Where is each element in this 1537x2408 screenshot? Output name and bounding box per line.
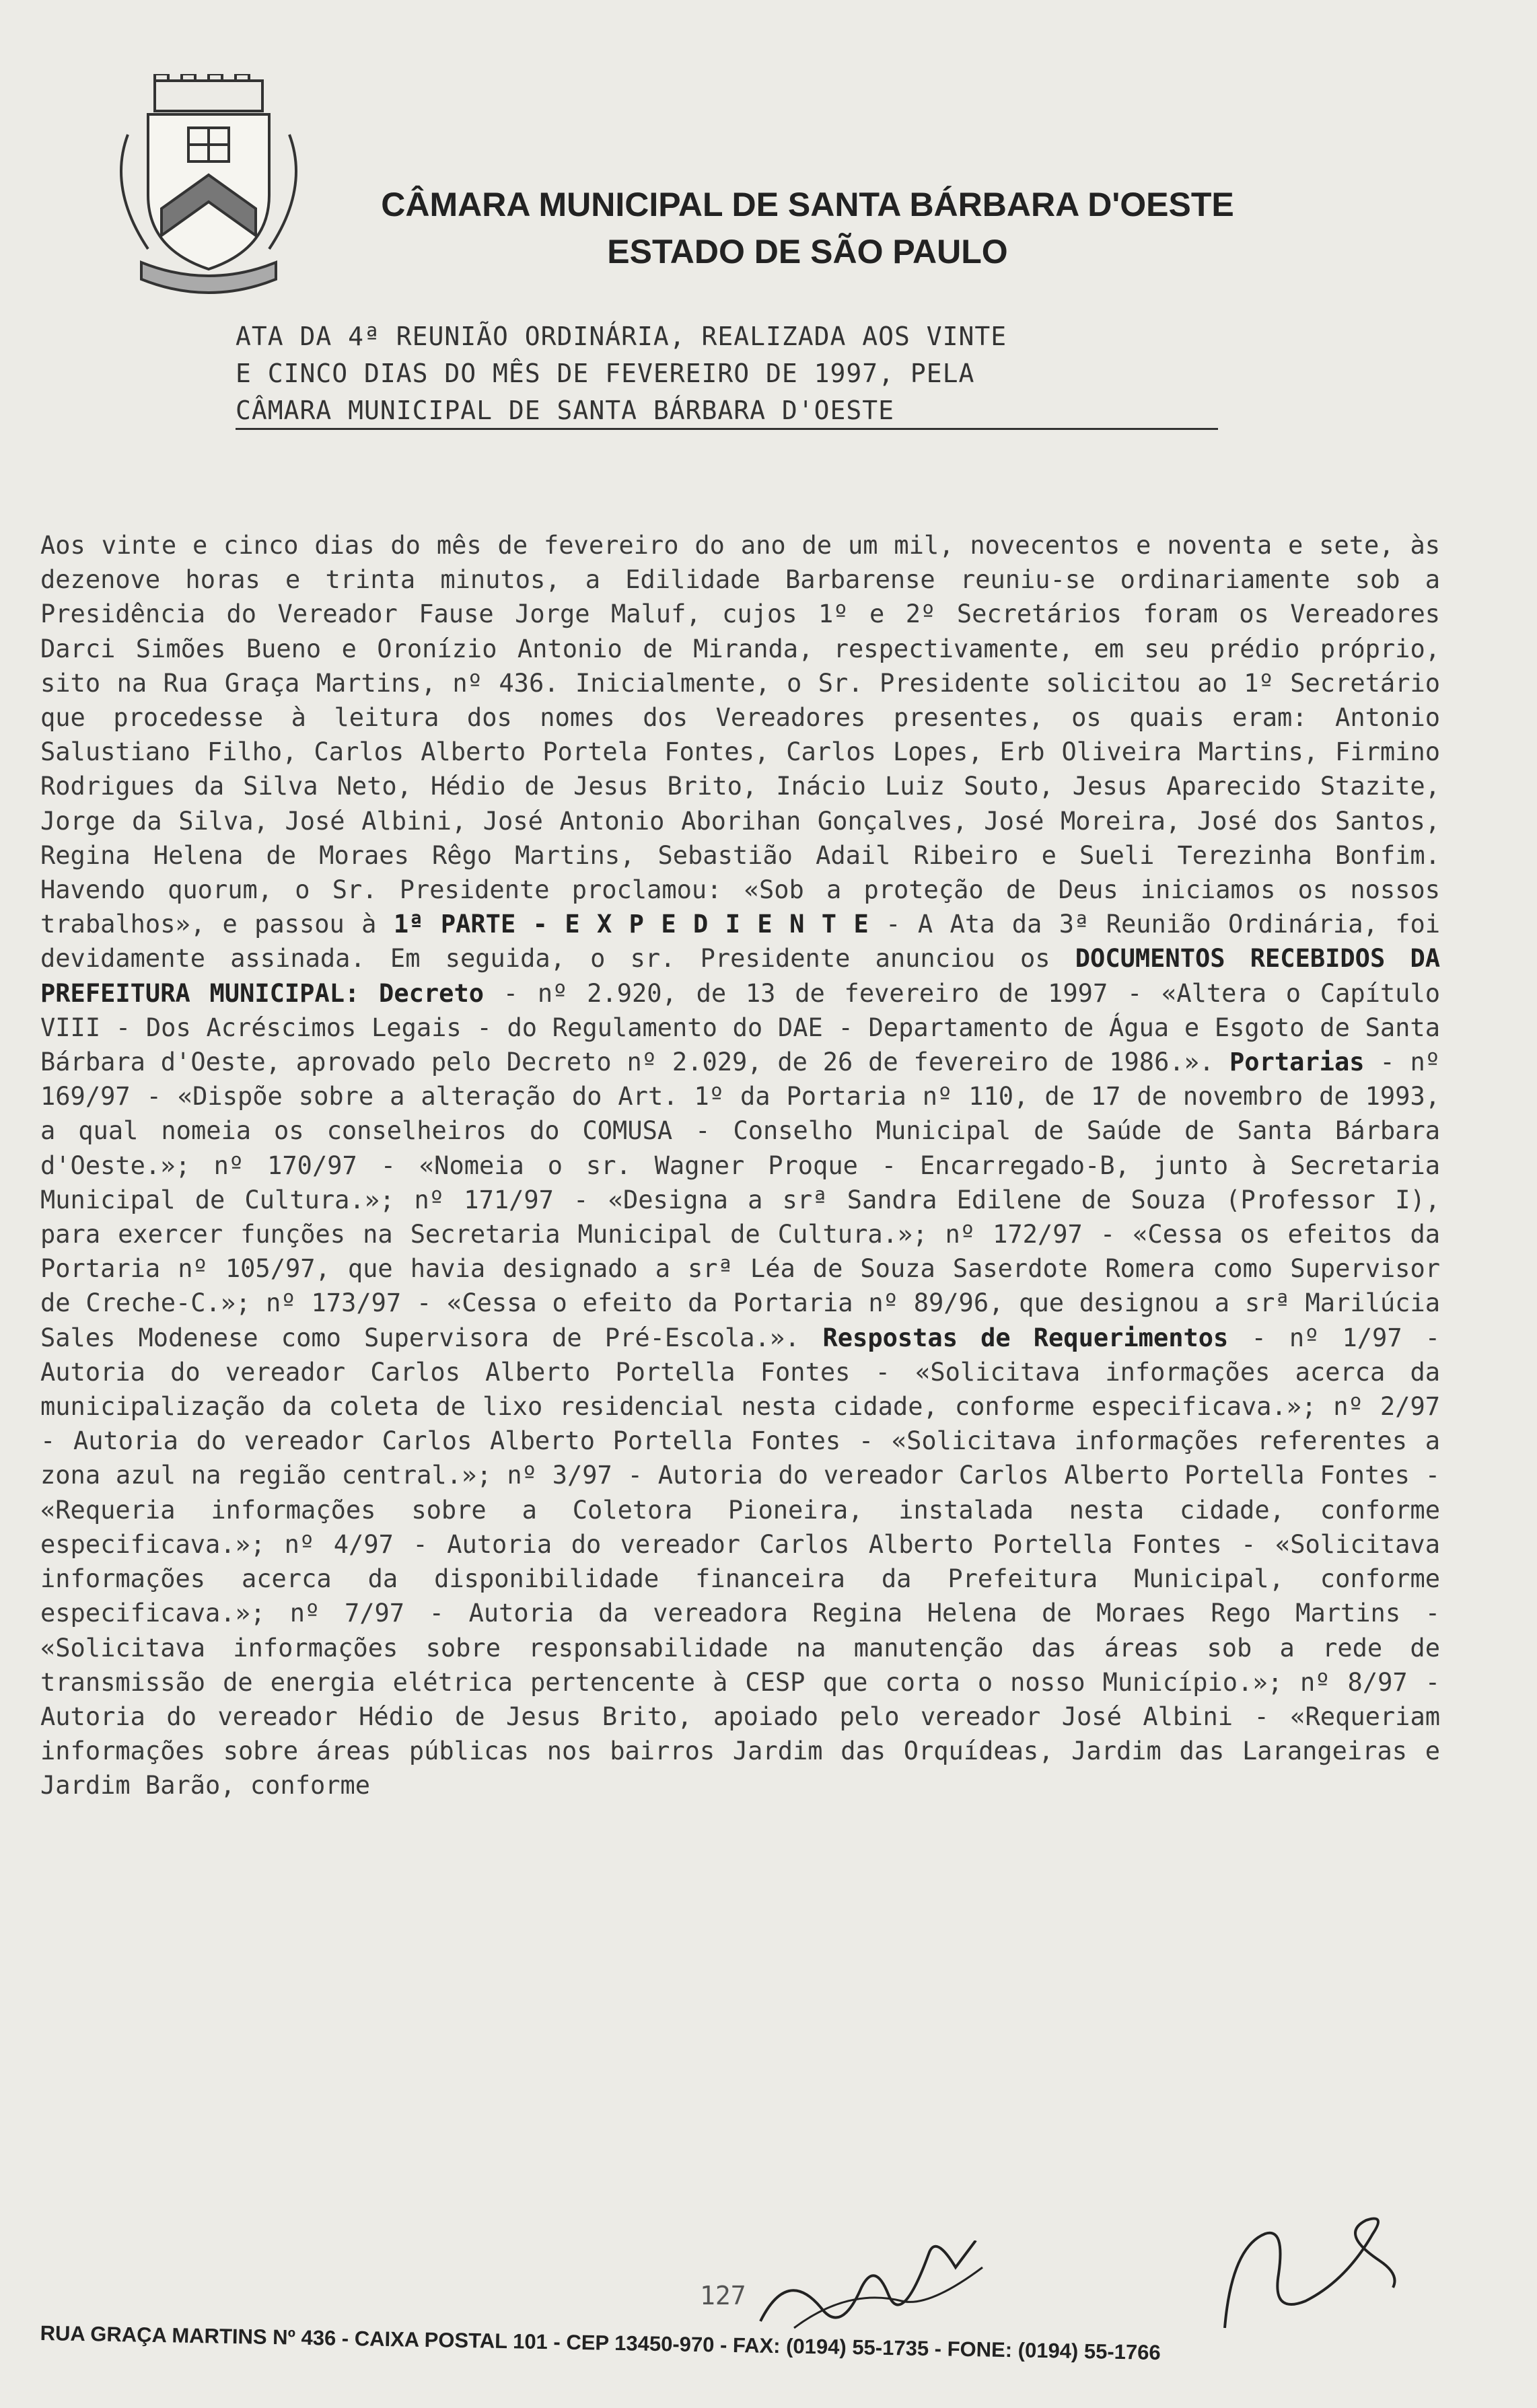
requirements-text: - nº 1/97 - Autoria do vereador Carlos Alberto Portella Fontes - «Solicitava informações acerca da municipalização da coleta de lixo residencial nesta cidade, conforme especificava.»; nº 2/97 - Autoria do vereador Carlos Alberto Portella Fontes - «Solicitava informações referentes a zona azul na região central.»; nº 3/97 - Autoria do vereador Carlos Alberto Portella Fontes - «Requeria informações sobre a Coletora Pioneira, instalada nesta cidade, conforme especificava.»; nº 4/97 - Autoria do vereador Carlos Alberto Portella Fontes - «Solicitava informações acerca da disponibilidade financeira da Prefeitura Municipal, conforme especificava.»; nº 7/97 - Autoria da vereadora Regina Helena de Moraes Rego Martins - «Solicitava informações sobre responsabilidade na manutenção das áreas sob a rede de transmissão de energia elétrica pertencente à CESP que corta o nosso Município.»; nº 8/97 - Autoria do vereador Hédio de Jesus Brito, apoiado pelo vereador José Albini - «Requeriam informações sobre áreas públicas nos bairros Jardim das Orquídeas, Jardim das Larangeiras e Jardim Barão, conforme — [40, 1323, 1440, 1800]
decree-text: - nº 2.920, de 13 de fevereiro de 1997 - «Altera o Capítulo VIII - Dos Acréscimos Legais - do Regulamento do DAE - Departamento de Água e Esgoto de Santa Bárbara d'Oeste, aprovado pelo Decreto nº 2.029, de 26 de fevereiro de 1986.». — [40, 978, 1440, 1077]
municipal-coat-of-arms — [101, 74, 316, 316]
minutes-title-line-3: CÂMARA MUNICIPAL DE SANTA BÁRBARA D'OESTE — [236, 396, 1218, 430]
opening-paragraph: Aos vinte e cinco dias do mês de fevereiro do ano de um mil, novecentos e noventa e sete, às dezenove horas e trinta minutos, a Edilidade Barbarense reuniu-se ordinariamente sob a Presidência do Vereador Fause Jorge Maluf, cujos 1º e 2º Secretários foram os Vereadores Darci Simões Bueno e Oronízio Antonio de Miranda, respectivamente, em seu prédio próprio, sito na Rua Graça Martins, nº 436. Inicialmente, o Sr. Presidente solicitou ao 1º Secretário que procedesse à leitura dos nomes dos Vereadores presentes, os quais eram: Antonio Salustiano Filho, Carlos Alberto Portela Fontes, Carlos Lopes, Erb Oliveira Martins, Firmino Rodrigues da Silva Neto, Hédio de Jesus Brito, Inácio Luiz Souto, Jesus Aparecido Stazite, Jorge da Silva, José Albini, José Antonio Aborihan Gonçalves, José Moreira, José dos Santos, Regina Helena de Moraes Rêgo Martins, Sebastião Adail Ribeiro e Sueli Terezinha Bonfim. Havendo quorum, o Sr. Presidente proclamou: «Sob a proteção de Deus iniciamos os nossos trabalhos», e passou à — [40, 531, 1440, 939]
signature-right — [1198, 2207, 1400, 2341]
signature-left — [754, 2240, 1023, 2341]
institution-name: CÂMARA MUNICIPAL DE SANTA BÁRBARA D'OESTE — [381, 186, 1234, 223]
minutes-text — [40, 528, 1440, 1803]
footer-address: RUA GRAÇA MARTINS Nº 436 - CAIXA POSTAL 101 - CEP 13450-970 - FAX: (0194) 55-1735 - FONE: (0194) 55-1766 — [40, 2321, 1161, 2365]
page-number: 127 — [700, 2281, 746, 2310]
portarias-text: - nº 169/97 - «Dispõe sobre a alteração do Art. 1º da Portaria nº 110, de 17 de novembro de 1993, a qual nomeia os conselheiros do COMUSA - Conselho Municipal de Saúde de Santa Bárbara d'Oeste.»; nº 170/97 - «Nomeia o sr. Wagner Proque - Encarregado-B, junto à Secretaria Municipal de Cultura.»; nº 171/97 - «Designa a srª Sandra Edilene de Souza (Professor I), para exercer funções na Secretaria Municipal de Cultura.»; nº 172/97 - «Cessa os efeitos da Portaria nº 105/97, que havia designado a srª Léa de Souza Saserdote Romera como Supervisor de Creche-C.»; nº 173/97 - «Cessa o efeito da Portaria nº 89/96, que designou a srª Marilúcia Sales Modenese como Supervisora de Pré-Escola.». — [40, 1048, 1441, 1352]
minutes-body — [40, 528, 1440, 1803]
minutes-approval-text: - A Ata da 3ª Reunião Ordinária, foi devidamente assinada. Em seguida, o sr. Presidente anunciou os — [40, 910, 1441, 974]
minutes-title-line-1: ATA DA 4ª REUNIÃO ORDINÁRIA, REALIZADA AOS VINTE — [236, 322, 1007, 351]
minutes-title-line-2: E CINCO DIAS DO MÊS DE FEVEREIRO DE 1997, PELA — [236, 359, 975, 388]
expediente-heading: 1ª PARTE - E X P E D I E N T E — [393, 910, 869, 939]
documents-heading: DOCUMENTOS RECEBIDOS DA PREFEITURA MUNICIPAL: Decreto — [40, 944, 1440, 1008]
requirements-heading: Respostas de Requerimentos — [822, 1323, 1229, 1352]
state-name: ESTADO DE SÃO PAULO — [607, 233, 1008, 270]
portarias-heading: Portarias — [1229, 1048, 1365, 1077]
